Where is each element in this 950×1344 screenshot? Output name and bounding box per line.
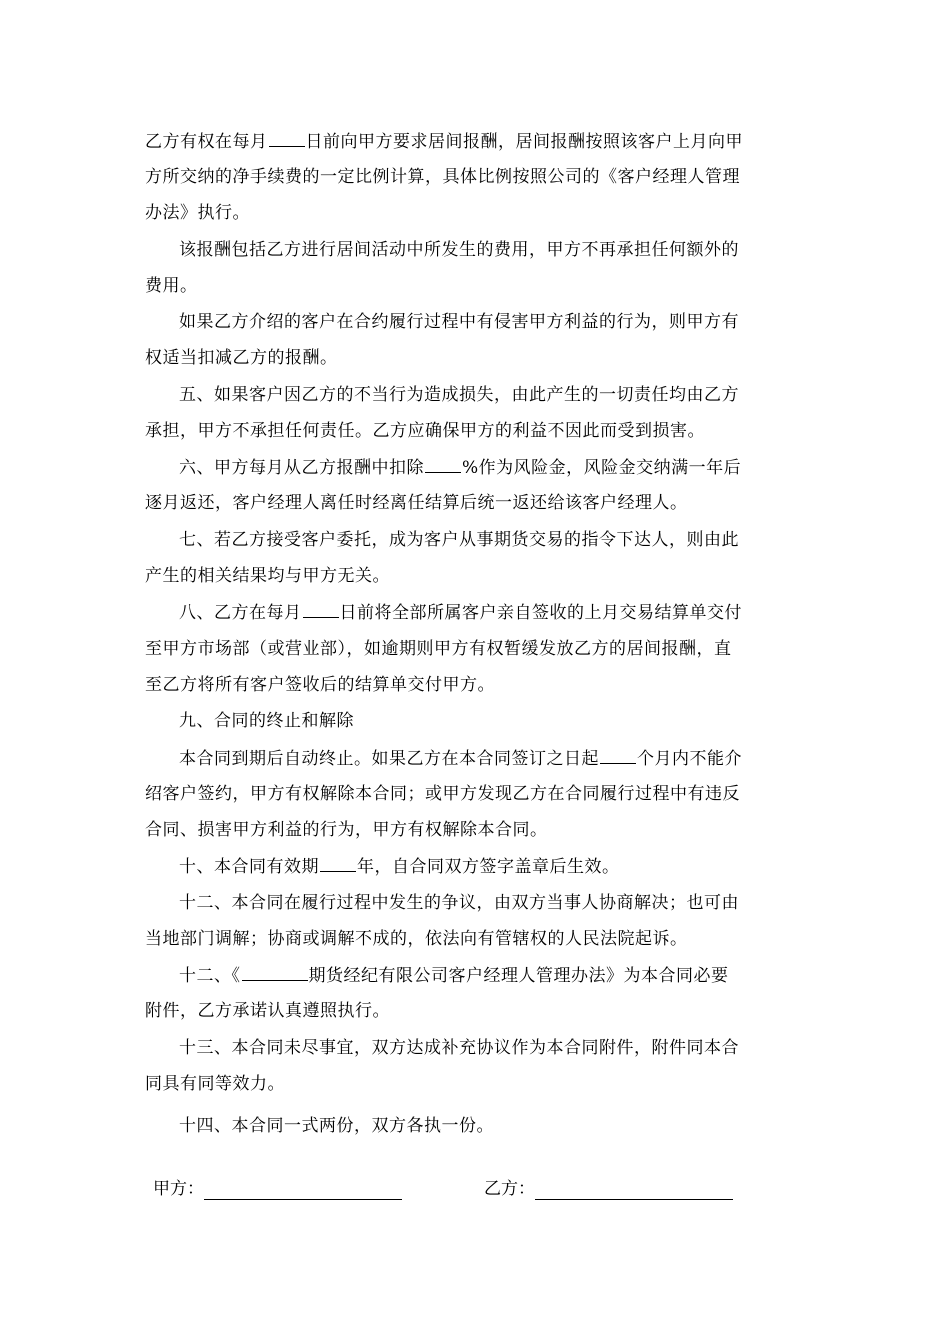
text-line: 费用。 <box>145 276 198 296</box>
text-line: 同具有同等效力。 <box>145 1074 285 1094</box>
text: 期货经纪有限公司客户经理人管理办法》为本合同必要 <box>308 966 729 986</box>
text-line: 至甲方市场部（或营业部），如逾期则甲方有权暂缓发放乙方的居间报酬，直 <box>145 639 732 659</box>
text: 六、甲方每月从乙方报酬中扣除 <box>179 458 424 478</box>
text-line: 绍客户签约，甲方有权解除本合同；或甲方发现乙方在合同履行过程中有违反 <box>145 784 740 804</box>
text: 十二、《 <box>179 966 241 986</box>
text-line: 十二、本合同在履行过程中发生的争议，由双方当事人协商解决；也可由 <box>179 893 739 913</box>
text-line <box>179 855 620 878</box>
party-b-label: 乙方： <box>484 1179 535 1199</box>
party-b-signature <box>484 1178 733 1200</box>
text-line: 如果乙方介绍的客户在合约履行过程中有侵害甲方利益的行为，则甲方有 <box>179 312 739 332</box>
text: 年，自合同双方签字盖章后生效。 <box>357 857 620 877</box>
text: 日前将全部所属客户亲自签收的上月交易结算单交付 <box>339 603 742 623</box>
text-line: 方所交纳的净手续费的一定比例计算，具体比例按照公司的《客户经理人管理 <box>145 167 740 187</box>
fill-blank <box>242 964 308 981</box>
text-line: 该报酬包括乙方进行居间活动中所发生的费用，甲方不再承担任何额外的 <box>179 240 739 260</box>
text-line: 十三、本合同未尽事宜，双方达成补充协议作为本合同附件，附件同本合 <box>179 1038 739 1058</box>
fill-blank <box>303 601 339 618</box>
fill-blank <box>600 747 636 764</box>
text: 日前向甲方要求居间报酬，居间报酬按照该客户上月向甲 <box>305 132 743 152</box>
text-line <box>179 964 729 987</box>
text-line: 权适当扣减乙方的报酬。 <box>145 348 338 368</box>
text: 乙方有权在每月 <box>145 132 268 152</box>
text-line: 逐月返还，客户经理人离任时经离任结算后统一返还给该客户经理人。 <box>145 493 688 513</box>
section-heading: 九、合同的终止和解除 <box>179 711 354 731</box>
party-a-signature-line <box>204 1181 402 1200</box>
text-line: 产生的相关结果均与甲方无关。 <box>145 566 390 586</box>
text-line: 承担，甲方不承担任何责任。乙方应确保甲方的利益不因此而受到损害。 <box>145 421 705 441</box>
text: 本合同到期后自动终止。如果乙方在本合同签订之日起 <box>179 749 599 769</box>
text-line: 合同、损害甲方利益的行为，甲方有权解除本合同。 <box>145 820 548 840</box>
text: 十、本合同有效期 <box>179 857 319 877</box>
text-line: 当地部门调解；协商或调解不成的，依法向有管辖权的人民法院起诉。 <box>145 929 688 949</box>
text-line <box>145 130 743 153</box>
text-line: 七、若乙方接受客户委托，成为客户从事期货交易的指令下达人，则由此 <box>179 530 739 550</box>
fill-blank <box>425 456 461 473</box>
text-line: 办法》执行。 <box>145 203 250 223</box>
text-line: 五、如果客户因乙方的不当行为造成损失，由此产生的一切责任均由乙方 <box>179 385 739 405</box>
text-line: 附件，乙方承诺认真遵照执行。 <box>145 1001 390 1021</box>
text-line: 至乙方将所有客户签收后的结算单交付甲方。 <box>145 675 495 695</box>
party-b-signature-line <box>535 1181 733 1200</box>
text: 个月内不能介 <box>637 749 742 769</box>
text-line <box>179 456 741 479</box>
fill-blank <box>269 130 305 147</box>
text: %作为风险金，风险金交纳满一年后 <box>462 458 742 478</box>
fill-blank <box>320 855 356 872</box>
text-line: 十四、本合同一式两份，双方各执一份。 <box>179 1116 494 1136</box>
party-a-label: 甲方： <box>153 1179 204 1199</box>
text: 八、乙方在每月 <box>179 603 302 623</box>
text-line <box>179 601 742 624</box>
text-line <box>179 747 742 770</box>
party-a-signature <box>153 1178 402 1200</box>
